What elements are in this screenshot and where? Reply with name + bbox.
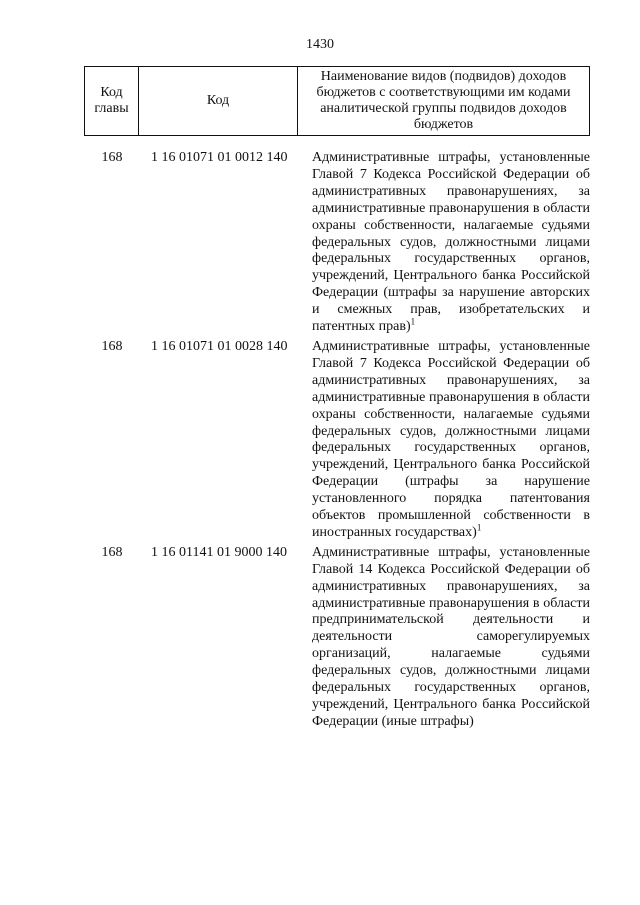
row-chapter-code: 168 — [101, 338, 123, 354]
row-chapter-code: 168 — [101, 544, 123, 560]
header-name: Наименование видов (подвидов) доходов бюджетов с соответствующими им кодами аналитической группы подвидов доходов бюджетов — [298, 67, 590, 136]
row-name — [312, 545, 590, 731]
header-code: Код — [139, 67, 298, 136]
header-chapter-code: Код главы — [85, 67, 139, 136]
row-name-text: Административные штрафы, установленные Главой 14 Кодекса Российской Федерации об административных правонарушениях, за административные правонарушения в области предпринимательской деятельности и деятельности саморегулируемых организаций, налагаемые судьями федеральных судов, должностными лицами федеральных государственных органов, учреждений, Центрального банка Российской Федерации (иные штрафы) — [312, 544, 590, 729]
row-name — [312, 150, 590, 336]
table-row — [84, 150, 590, 336]
footnote-marker: 1 — [410, 316, 416, 327]
table-row — [84, 545, 590, 731]
table-header — [84, 66, 590, 136]
table-body — [84, 150, 590, 734]
page-number: 1430 — [306, 37, 334, 52]
header-row — [85, 67, 590, 136]
row-code: 1 16 01071 01 0028 140 — [151, 338, 288, 354]
row-name-text: Административные штрафы, установленные Главой 7 Кодекса Российской Федерации об административных правонарушениях, за административные правонарушения в области охраны собственности, налагаемые судьями федеральных судов, должностными лицами федеральных государственных органов, учреждений, Центрального банка Российской Федерации (штрафы за нарушение установленного порядка патентования объектов промышленной собственности в иностранных государствах) — [312, 338, 590, 540]
row-code: 1 16 01141 01 9000 140 — [151, 544, 287, 560]
row-code: 1 16 01071 01 0012 140 — [151, 150, 288, 165]
row-name — [312, 339, 590, 542]
footnote-marker: 1 — [476, 522, 482, 533]
table-row — [84, 339, 590, 542]
row-chapter-code: 168 — [101, 150, 123, 165]
row-name-text: Административные штрафы, установленные Главой 7 Кодекса Российской Федерации об административных правонарушениях, за административные правонарушения в области охраны собственности, налагаемые судьями федеральных судов, должностными лицами федеральных государственных органов, учреждений, Центрального банка Российской Федерации (штрафы за нарушение авторских и смежных прав, изобретательских и патентных прав) — [312, 150, 590, 335]
